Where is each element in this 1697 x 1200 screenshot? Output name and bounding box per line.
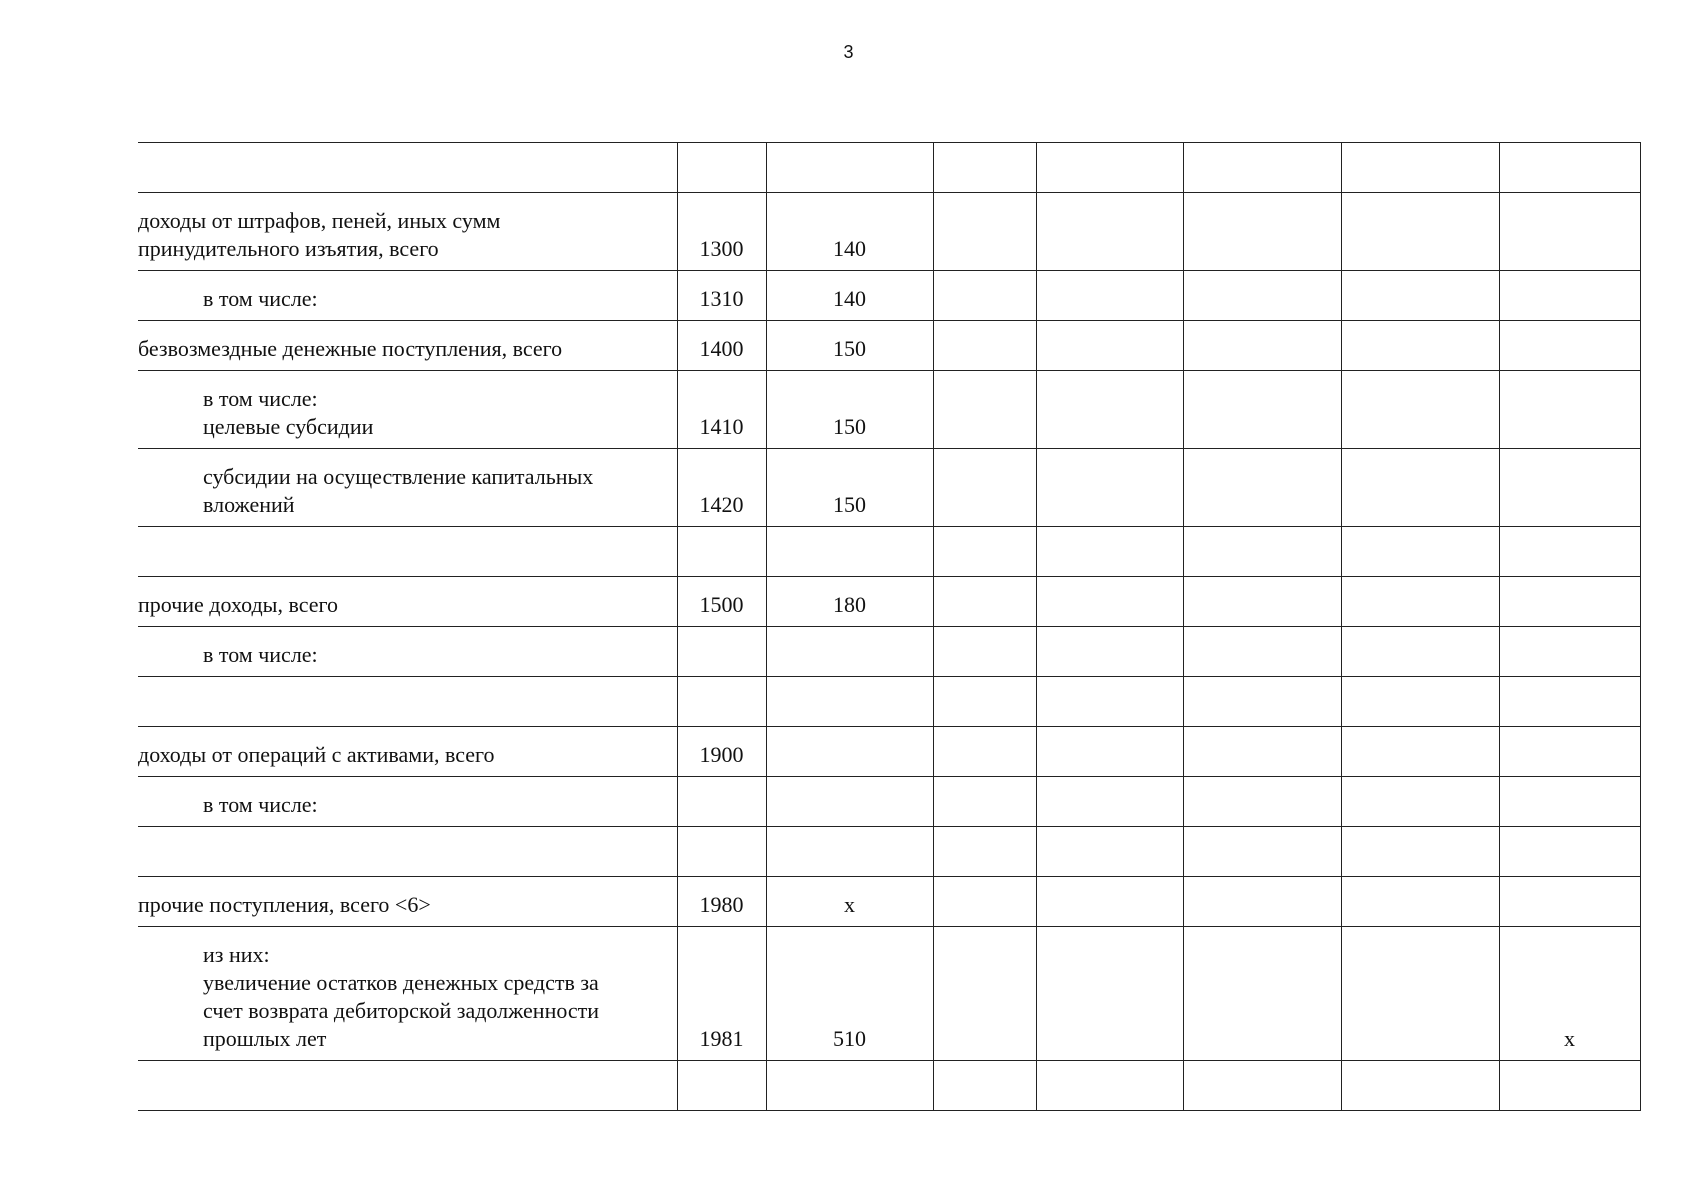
value-cell [1036,193,1183,271]
row-name-line: целевые субсидии [203,414,374,439]
row-kbk-code: 140 [766,193,933,271]
value-cell [1341,777,1499,827]
value-cell [1341,827,1499,877]
row-code [677,143,766,193]
value-cell [1341,321,1499,371]
value-cell [1036,1061,1183,1111]
table-row [138,777,1640,827]
row-kbk-code [766,777,933,827]
value-cell [1341,271,1499,321]
row-name-line: из них: [203,942,270,967]
last-value-cell [1499,193,1640,271]
value-cell [1183,527,1341,577]
value-cell [1183,727,1341,777]
value-cell [933,727,1036,777]
last-value-cell: x [1499,927,1640,1061]
value-cell [1036,777,1183,827]
value-cell [1183,193,1341,271]
value-cell [933,321,1036,371]
row-name [138,143,677,193]
row-kbk-code: 180 [766,577,933,627]
row-name [138,827,677,877]
table-row [138,371,1640,449]
row-code [677,627,766,677]
row-name-line: доходы от штрафов, пеней, иных сумм [138,208,501,233]
value-cell [1036,143,1183,193]
value-cell [933,143,1036,193]
value-cell [1341,627,1499,677]
row-name [138,371,677,449]
last-value-cell [1499,777,1640,827]
row-name [138,677,677,727]
row-kbk-code [766,627,933,677]
value-cell [1036,271,1183,321]
page-number: 3 [843,42,854,62]
value-cell [1183,271,1341,321]
row-name [138,271,677,321]
value-cell [933,577,1036,627]
value-cell [933,449,1036,527]
value-cell [1036,677,1183,727]
last-value-cell [1499,321,1640,371]
value-cell [1183,577,1341,627]
table-row [138,877,1640,927]
value-cell [1183,827,1341,877]
row-code [677,777,766,827]
value-cell [1341,527,1499,577]
value-cell [1036,449,1183,527]
table-row [138,271,1640,321]
row-code: 1420 [677,449,766,527]
row-name-line: в том числе: [203,642,318,667]
row-kbk-code [766,1061,933,1111]
value-cell [933,627,1036,677]
row-kbk-code: 150 [766,321,933,371]
value-cell [1183,143,1341,193]
row-name [138,777,677,827]
row-kbk-code [766,727,933,777]
table-row [138,449,1640,527]
row-name-line: счет возврата дебиторской задолженности [203,998,600,1023]
value-cell [1036,827,1183,877]
value-cell [1183,777,1341,827]
table-row [138,193,1640,271]
table-row [138,143,1640,193]
row-code: 1500 [677,577,766,627]
last-value-cell [1499,527,1640,577]
value-cell [1341,193,1499,271]
row-name [138,449,677,527]
value-cell [1183,321,1341,371]
row-name [138,927,677,1061]
table-row [138,827,1640,877]
value-cell [933,371,1036,449]
row-name-line: прочие поступления, всего <6> [138,892,431,917]
last-value-cell [1499,677,1640,727]
table-row [138,677,1640,727]
row-code: 1981 [677,927,766,1061]
value-cell [933,877,1036,927]
value-cell [1036,577,1183,627]
value-cell [1183,627,1341,677]
row-kbk-code: 150 [766,371,933,449]
row-code: 1300 [677,193,766,271]
value-cell [933,927,1036,1061]
value-cell [1036,877,1183,927]
row-kbk-code: x [766,877,933,927]
value-cell [1341,877,1499,927]
table-row [138,321,1640,371]
table-row [138,727,1640,777]
value-cell [1036,727,1183,777]
value-cell [1183,927,1341,1061]
row-name-line: в том числе: [203,792,318,817]
row-name-line: принудительного изъятия, всего [138,236,439,261]
row-name-line: вложений [203,492,295,517]
row-name-line: субсидии на осуществление капитальных [203,464,594,489]
row-kbk-code [766,527,933,577]
table-row [138,577,1640,627]
value-cell [933,677,1036,727]
value-cell [1341,727,1499,777]
table-row [138,627,1640,677]
value-cell [1036,927,1183,1061]
last-value-cell [1499,877,1640,927]
row-name-line: прочие доходы, всего [138,592,338,617]
value-cell [1036,627,1183,677]
value-cell [1036,527,1183,577]
row-kbk-code: 150 [766,449,933,527]
value-cell [933,827,1036,877]
income-table [138,142,1641,1111]
last-value-cell [1499,449,1640,527]
last-value-cell [1499,271,1640,321]
row-code: 1400 [677,321,766,371]
last-value-cell [1499,627,1640,677]
value-cell [1341,143,1499,193]
row-name-line: увеличение остатков денежных средств за [203,970,599,995]
row-name [138,877,677,927]
row-code: 1310 [677,271,766,321]
value-cell [933,527,1036,577]
row-kbk-code [766,143,933,193]
last-value-cell [1499,143,1640,193]
row-name [138,577,677,627]
row-code [677,677,766,727]
value-cell [1341,927,1499,1061]
row-kbk-code [766,827,933,877]
value-cell [1341,677,1499,727]
row-code [677,827,766,877]
table-row [138,1061,1640,1111]
value-cell [933,777,1036,827]
row-name [138,627,677,677]
value-cell [1341,577,1499,627]
table-row [138,527,1640,577]
last-value-cell [1499,827,1640,877]
value-cell [1183,877,1341,927]
table-row [138,927,1640,1061]
row-name [138,193,677,271]
row-name [138,321,677,371]
value-cell [1183,449,1341,527]
last-value-cell [1499,1061,1640,1111]
row-name-line: безвозмездные денежные поступления, всего [138,336,563,361]
value-cell [1341,371,1499,449]
value-cell [1036,371,1183,449]
value-cell [933,1061,1036,1111]
value-cell [1183,1061,1341,1111]
value-cell [1341,1061,1499,1111]
last-value-cell [1499,577,1640,627]
value-cell [933,193,1036,271]
value-cell [933,271,1036,321]
row-name [138,527,677,577]
value-cell [1036,321,1183,371]
row-code: 1980 [677,877,766,927]
last-value-cell [1499,727,1640,777]
value-cell [1183,371,1341,449]
row-name-line: доходы от операций с активами, всего [138,742,495,767]
row-name [138,727,677,777]
row-code [677,527,766,577]
value-cell [1341,449,1499,527]
row-code: 1410 [677,371,766,449]
row-name-line: прошлых лет [203,1026,327,1051]
row-name-line: в том числе: [203,386,318,411]
row-code [677,1061,766,1111]
row-kbk-code [766,677,933,727]
row-kbk-code: 140 [766,271,933,321]
row-name-line: в том числе: [203,286,318,311]
row-code: 1900 [677,727,766,777]
last-value-cell [1499,371,1640,449]
row-name [138,1061,677,1111]
row-kbk-code: 510 [766,927,933,1061]
value-cell [1183,677,1341,727]
